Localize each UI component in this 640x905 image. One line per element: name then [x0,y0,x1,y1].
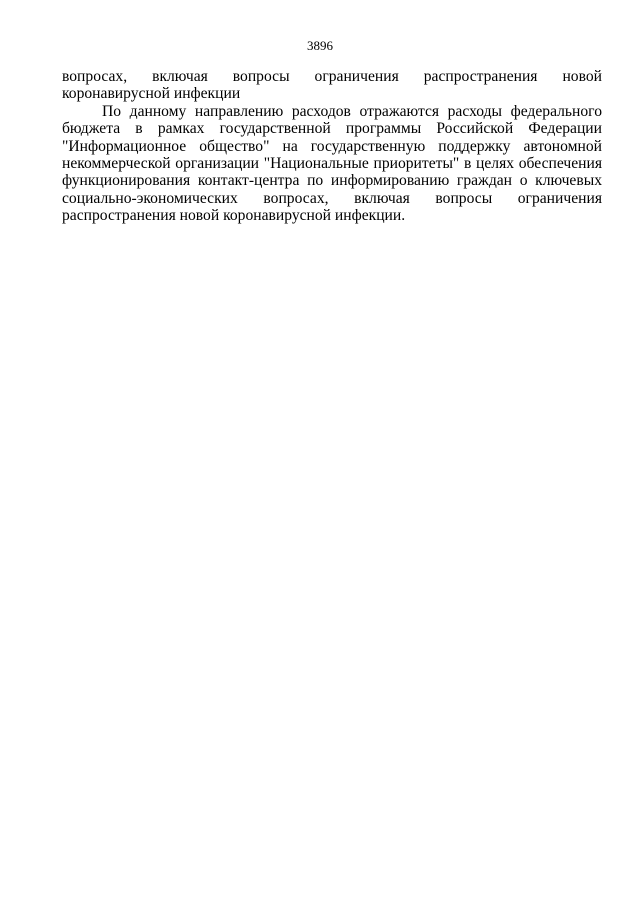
paragraph-continuation: вопросах, включая вопросы ограничения распространения новой коронавирусной инфекции [62,68,602,103]
page-number: 3896 [307,38,333,53]
document-body [62,68,602,225]
paragraph-expense-description: По данному направлению расходов отражаются расходы федерального бюджета в рамках государственной программы Российской Федерации "Информационное общество" на государственную поддержку автономной некоммерческой организации "Национальные приоритеты" в целях обеспечения функционирования контакт-центра по информированию граждан о ключевых социально-экономических вопросах, включая вопросы ограничения распространения новой коронавирусной инфекции. [62,102,602,225]
